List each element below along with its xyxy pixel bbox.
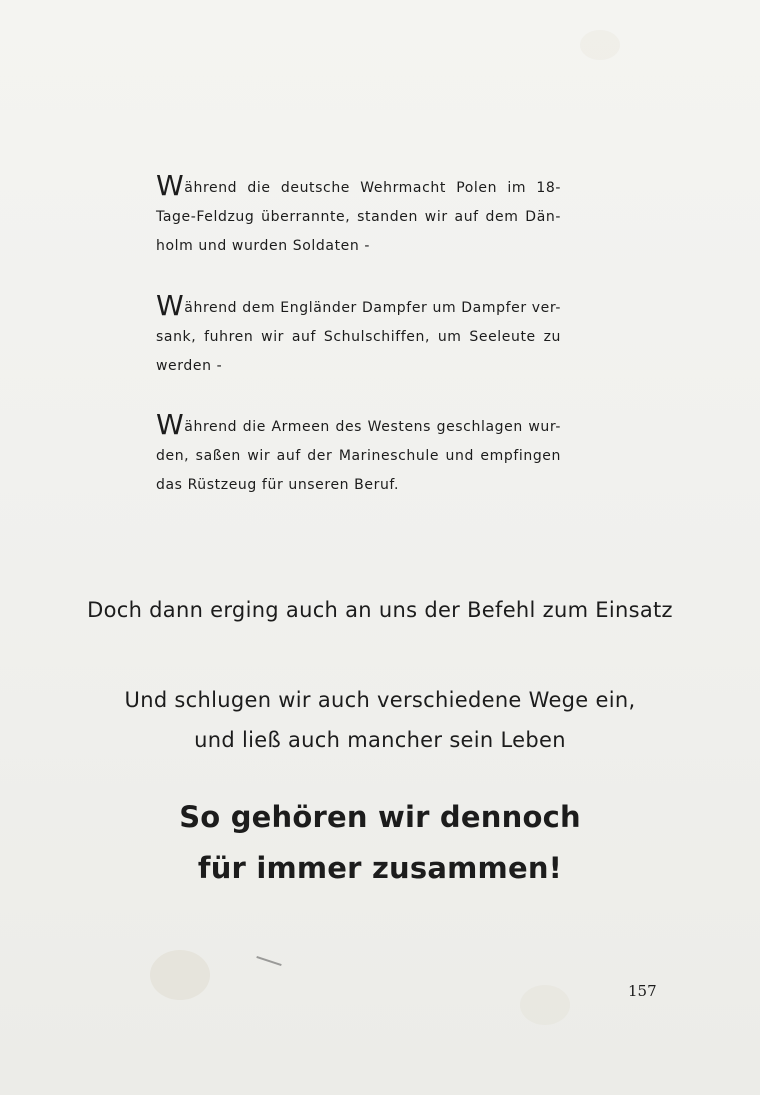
drop-initial: W [156, 289, 185, 322]
verse-line-1: Und schlugen wir auch verschiedene Wege ein, [124, 688, 636, 712]
paragraph-1 [156, 169, 561, 261]
paragraph-line: werden - [156, 358, 223, 374]
paragraph-3 [156, 408, 561, 500]
drop-initial: W [156, 169, 185, 202]
paper-stain [520, 985, 570, 1025]
paragraph-line: Während die deutsche Wehrmacht Polen im 18- [156, 169, 561, 202]
paragraph-line: den, saßen wir auf der Marineschule und empfingen [156, 448, 561, 464]
paper-stain [580, 30, 620, 60]
paper-stain [150, 950, 210, 1000]
verse-line-2: und ließ auch mancher sein Leben [194, 728, 566, 752]
pencil-mark [256, 956, 281, 966]
page-number: 157 [628, 982, 657, 1000]
statement-line: Doch dann erging auch an uns der Befehl zum Einsatz [87, 598, 673, 622]
paragraph-2 [156, 289, 561, 381]
drop-initial: W [156, 408, 185, 441]
paragraph-line: Während die Armeen des Westens geschlagen wur- [156, 408, 561, 441]
closing-line-1: So gehören wir dennoch [179, 800, 581, 834]
paragraph-line: Während dem Engländer Dampfer um Dampfer ver- [156, 289, 561, 322]
paragraph-line: holm und wurden Soldaten - [156, 238, 371, 254]
paragraph-line: Tage-Feldzug überrannte, standen wir auf dem Dän- [156, 209, 561, 225]
paragraph-line: sank, fuhren wir auf Schulschiffen, um Seeleute zu [156, 329, 561, 345]
closing-line-2: für immer zusammen! [197, 851, 563, 885]
paragraph-line: das Rüstzeug für unseren Beruf. [156, 477, 399, 493]
